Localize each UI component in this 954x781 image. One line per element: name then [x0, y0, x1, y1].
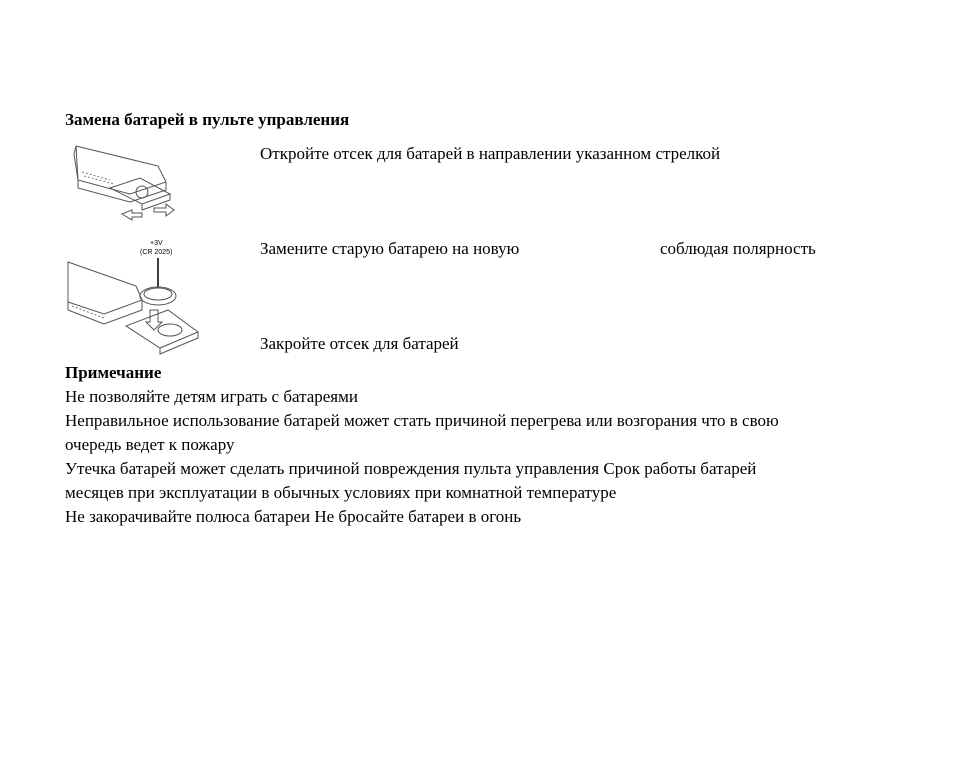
note-line-overheat: Неправильное использование батарей может стать причиной перегрева или возгорания что в свою: [65, 411, 779, 430]
step-replace-text: Замените старую батарею на новую: [260, 239, 520, 258]
note-line-children: Не позволяйте детям играть с батареями: [65, 387, 358, 406]
note-line-overheat-cont: очередь ведет к пожару: [65, 435, 235, 454]
step-open-text: Откройте отсек для батарей в направлении указанном стрелкой: [260, 144, 721, 163]
note-line-short-circuit: Не закорачивайте полюса батареи Не бросайте батареи в огонь: [65, 507, 522, 526]
note-line-leakage: Утечка батарей может сделать причиной повреждения пульта управления Срок работы батарей: [65, 459, 757, 478]
note-line-leakage-cont: месяцев при эксплуатации в обычных условиях при комнатной температуре: [65, 483, 617, 502]
section-title: Замена батарей в пульте управления: [65, 110, 350, 129]
note-title: Примечание: [65, 363, 162, 382]
voltage-label: +3V: [150, 240, 163, 247]
step-close-text: Закройте отсек для батарей: [260, 334, 459, 353]
remote-open-compartment-illustration: [70, 142, 180, 222]
battery-model-label: (CR 2025): [140, 249, 173, 256]
step-polarity-text: соблюдая полярность: [660, 239, 816, 258]
remote-battery-replace-illustration: [64, 238, 204, 358]
